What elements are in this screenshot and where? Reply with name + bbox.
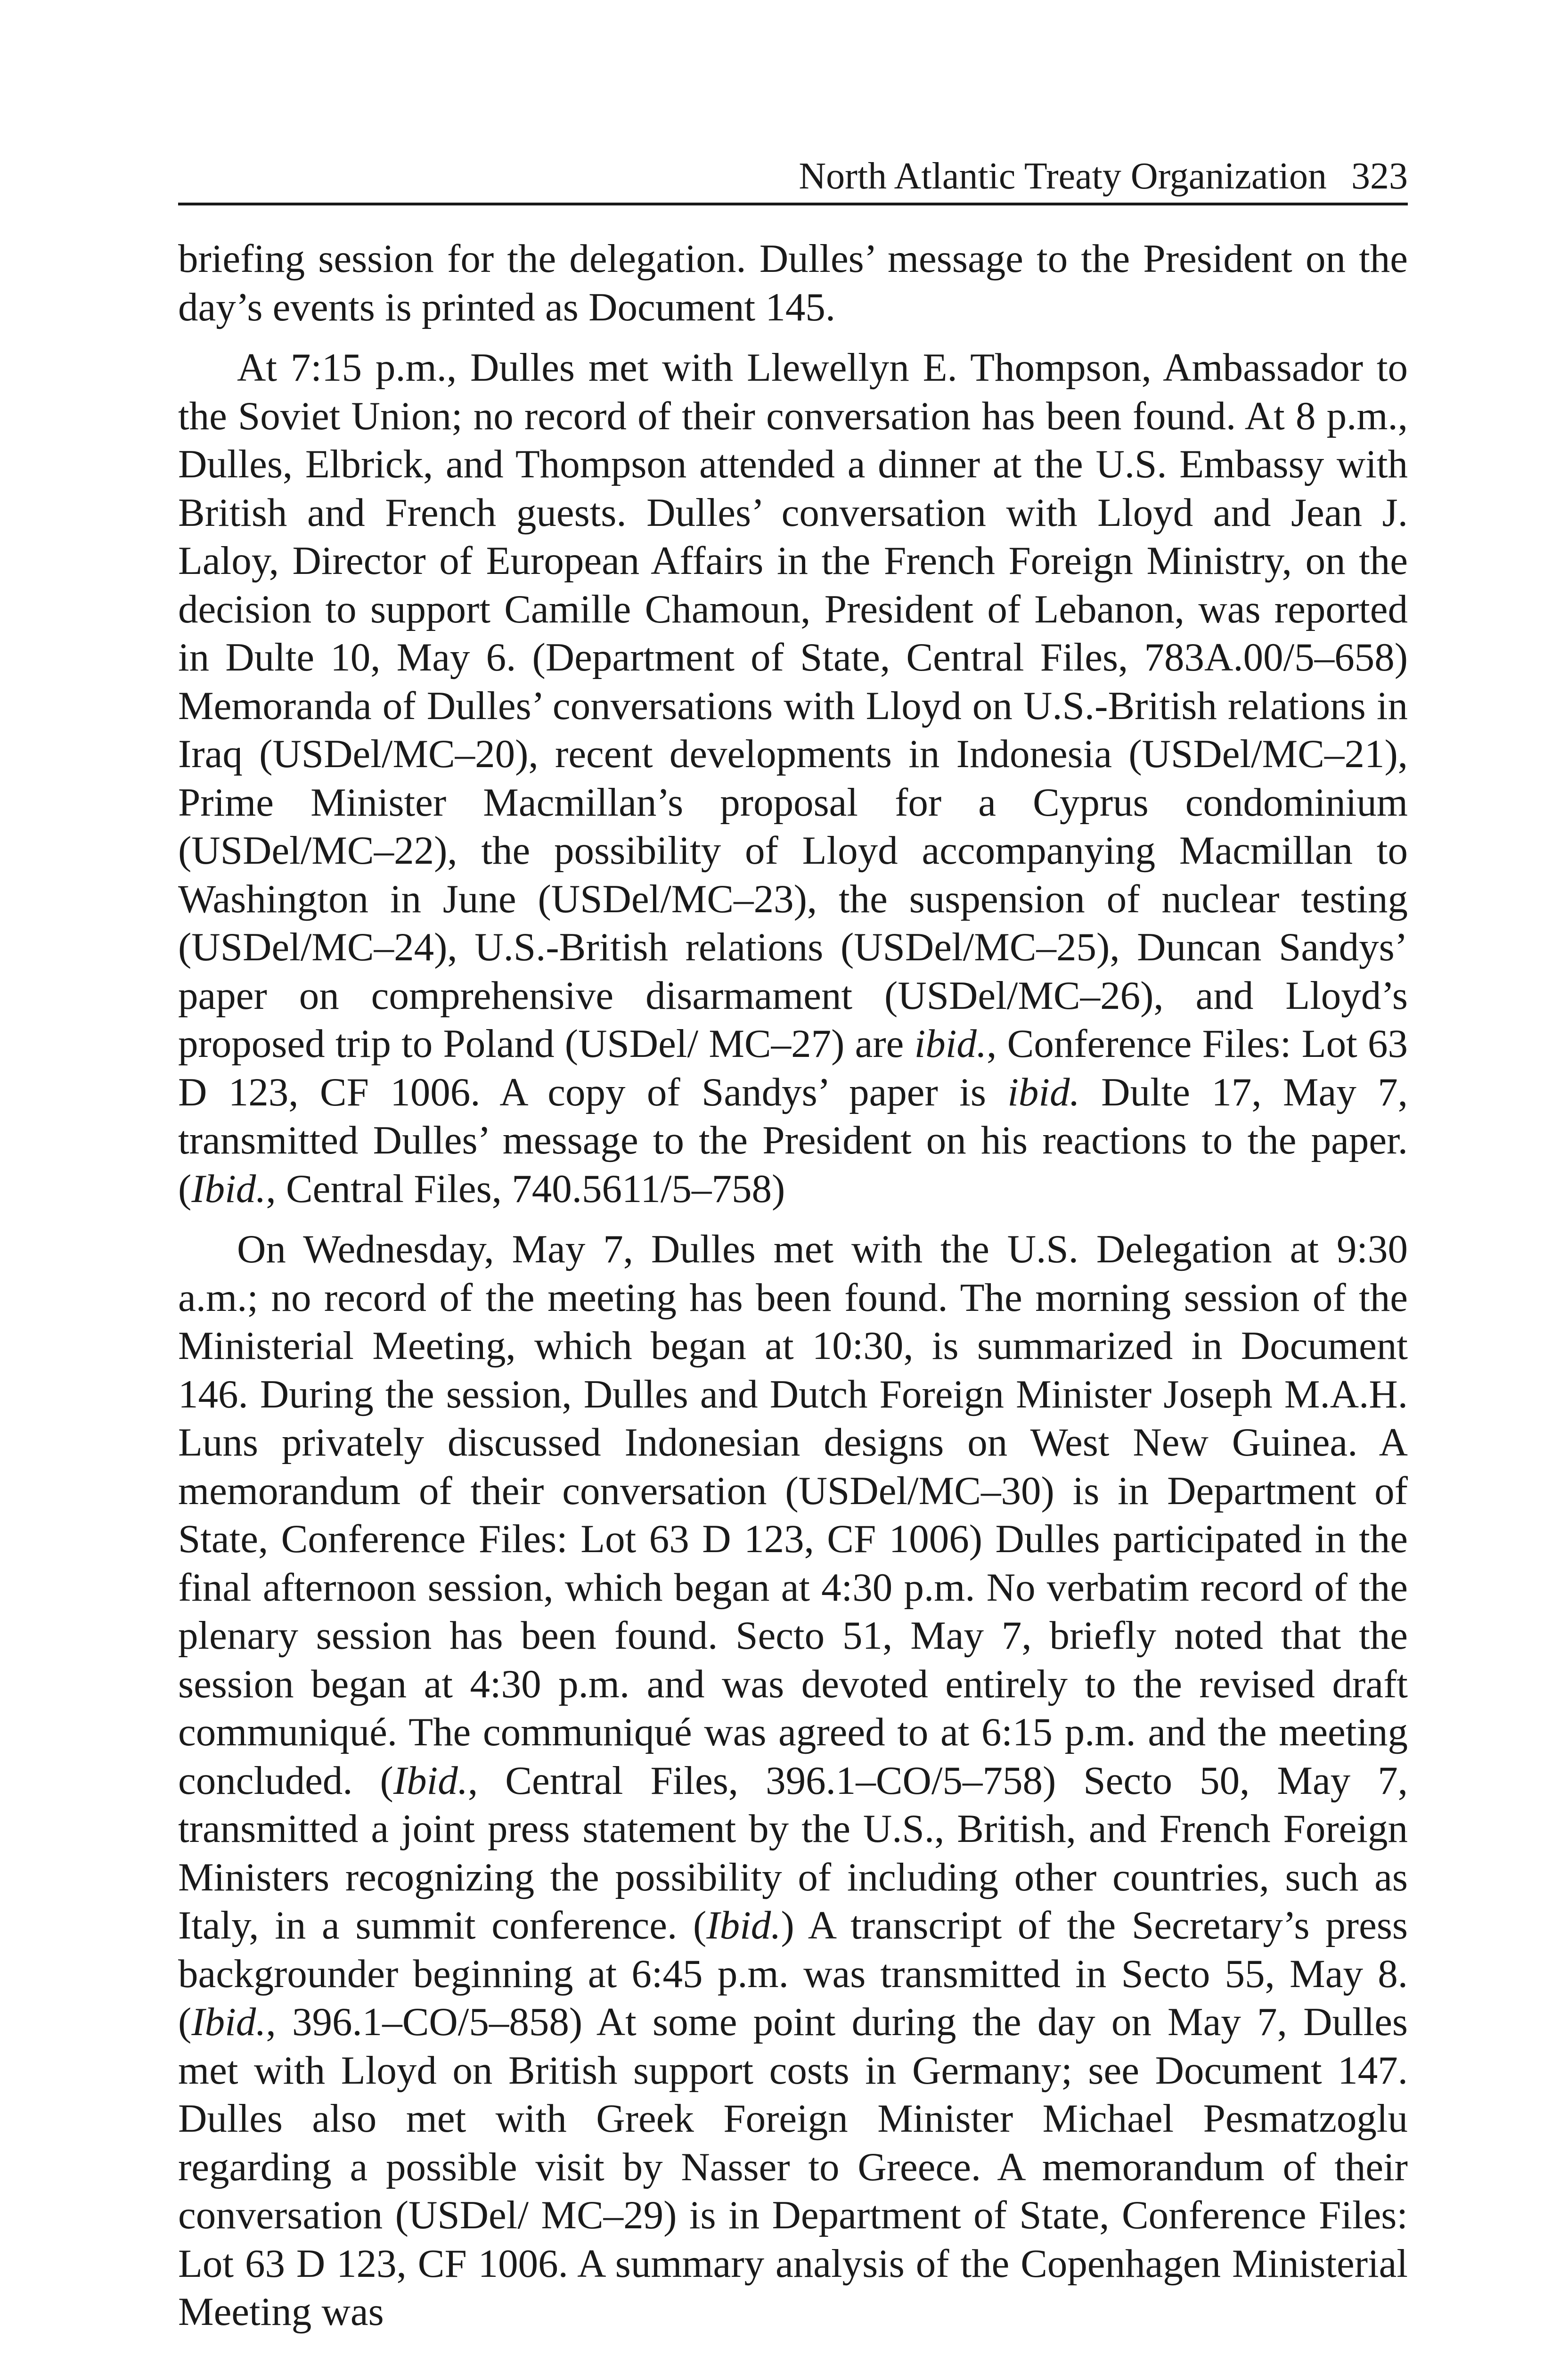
text-run: At 7:15 p.m., Dulles met with Llewellyn E. Thompson, Ambassador to the Soviet Union; no record of their conversation has been found. At 8 p.m., Dulles, Elbrick, and Thompson attended a dinner at the U.S. Embassy with British and French guests. Dulles’ conversation with Lloyd and Jean J. Laloy, Director of European Affairs in the French Foreign Ministry, on the decision to support Camille Chamoun, President of Lebanon, was reported in Dulte 10, May 6. (Department of State, Central Files, 783A.00/5–658) Memoranda of Dulles’ conversations with Lloyd on U.S.-British relations in Iraq (USDel/MC–20), recent developments in Indonesia (USDel/MC–21), Prime Minister Macmillan’s proposal for a Cyprus condominium (USDel/MC–22), the possibility of Lloyd accompanying Macmillan to Washington in June (USDel/MC–23), the suspension of nuclear testing (USDel/MC–24), U.S.-British relations (USDel/MC–25), Duncan Sandys’ paper on comprehensive disarmament (USDel/MC–26), and Lloyd’s proposed trip to Poland (USDel/ MC–27) are: [178, 345, 1408, 1066]
text-run: briefing session for the delegation. Dulles’ message to the President on the day’s events is printed as Document 145.: [178, 237, 1408, 329]
text-run: , Conference Files: Lot 63 D 123, CF 1006. A copy of Sandys’ paper is: [178, 1022, 1408, 1114]
italic-text: ibid.: [1007, 1070, 1080, 1114]
paragraph: [178, 1225, 1408, 2336]
text-run: , Central Files, 740.5611/5–758): [266, 1166, 785, 1211]
text-run: , 396.1–CO/5–858) At some point during the day on May 7, Dulles met with Lloyd on British support costs in Germany; see Document 147. Dulles also met with Greek Foreign Minister Michael Pesmatzoglu regarding a possible visit by Nasser to Greece. A memorandum of their conversation (USDel/ MC–29) is in Department of State, Conference Files: Lot 63 D 123, CF 1006. A summary analysis of the Copenhagen Ministerial Meeting was: [178, 2000, 1408, 2334]
text-run: ) A transcript of the Secretary’s press backgrounder beginning at 6:45 p.m. was transmitted in Secto 55, May 8. (: [178, 1903, 1408, 2044]
text-run: Dulte 17, May 7, transmitted Dulles’ message to the President on his reactions to the paper. (: [178, 1070, 1408, 1211]
italic-text: ibid.: [914, 1022, 987, 1066]
page-number: 323: [1351, 155, 1408, 197]
paragraph: [178, 344, 1408, 1213]
italic-text: Ibid.: [393, 1758, 468, 1803]
italic-text: Ibid.: [706, 1903, 781, 1947]
document-page: [178, 155, 1408, 2336]
running-head-title: North Atlantic Treaty Organization: [799, 155, 1327, 197]
italic-text: Ibid.: [191, 2000, 266, 2044]
body-text: [178, 235, 1408, 2336]
paragraph: [178, 235, 1408, 331]
text-run: On Wednesday, May 7, Dulles met with the U.S. Delegation at 9:30 a.m.; no record of the meeting has been found. The morning session of the Ministerial Meeting, which began at 10:30, is summarized in Document 146. During the session, Dulles and Dutch Foreign Minister Joseph M.A.H. Luns privately discussed Indonesian designs on West New Guinea. A memorandum of their conversation (USDel/MC–30) is in Department of State, Conference Files: Lot 63 D 123, CF 1006) Dulles participated in the final afternoon session, which began at 4:30 p.m. No verbatim record of the plenary session has been found. Secto 51, May 7, briefly noted that the session began at 4:30 p.m. and was devoted entirely to the revised draft communiqué. The communiqué was agreed to at 6:15 p.m. and the meeting concluded. (: [178, 1227, 1408, 1803]
italic-text: Ibid.: [191, 1166, 266, 1211]
text-run: , Central Files, 396.1–CO/5–758) Secto 50, May 7, transmitted a joint press statement by the U.S., British, and French Foreign Ministers recognizing the possibility of including other countries, such as Italy, in a summit conference. (: [178, 1758, 1408, 1947]
running-head: [178, 155, 1408, 205]
